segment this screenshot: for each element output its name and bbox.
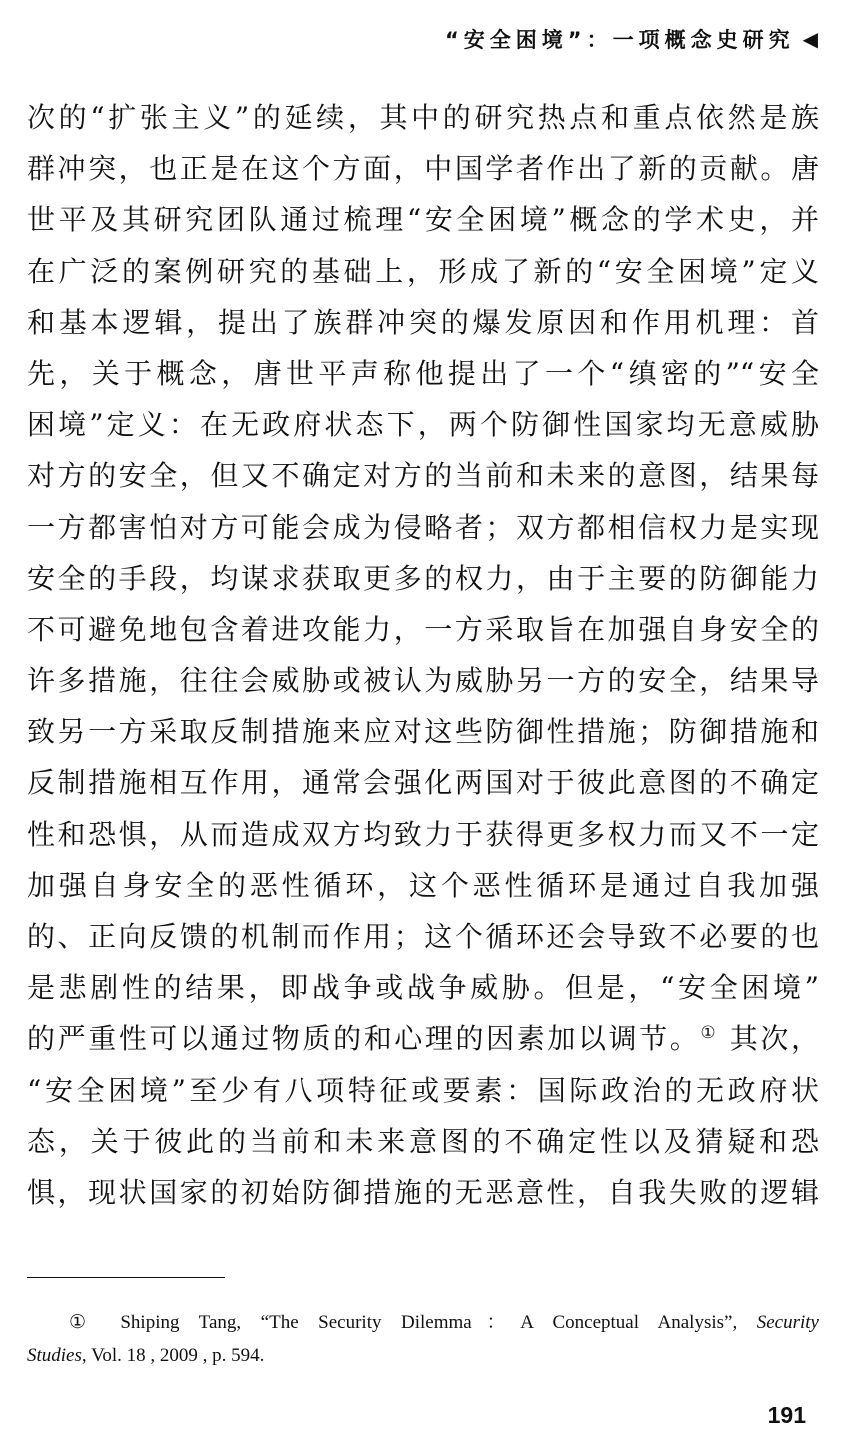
body-line: 群冲突，也正是在这个方面，中国学者作出了新的贡献。唐 [27, 152, 819, 186]
footnote-reference[interactable]: ① [700, 1023, 719, 1044]
body-line: 困境”定义：在无政府状态下，两个防御性国家均无意威胁 [27, 408, 819, 442]
body-line: 态，关于彼此的当前和未来意图的不确定性以及猜疑和恐 [27, 1124, 819, 1158]
footnote-journal: Security [756, 1312, 819, 1333]
body-line: 次的“扩张主义”的延续，其中的研究热点和重点依然是族 [27, 101, 819, 134]
body-text-segment: 的严重性可以通过物质的和心理的因素加以调节。 [27, 1022, 701, 1056]
body-line: 加强自身安全的恶性循环，这个恶性循环是通过自我加强 [27, 868, 819, 902]
running-title: “安全困境”：一项概念史研究 [445, 28, 795, 52]
body-line: 一方都害怕对方可能会成为侵略者；双方都相信权力是实现 [27, 510, 819, 544]
footnote-line: Studies, Vol. 18 , 2009 , p. 594. [27, 1345, 265, 1366]
footnote-author: Shiping Tang [120, 1312, 237, 1333]
body-line: “安全困境”至少有八项特征或要素：国际政治的无政府状 [27, 1073, 819, 1107]
left-triangle-icon: ◀ [802, 27, 818, 51]
body-line: 性和恐惧，从而造成双方均致力于获得更多权力而又不一定 [27, 817, 819, 851]
body-line: 不可避免地包含着进攻能力，一方采取旨在加强自身安全的 [27, 612, 819, 646]
body-line: 许多措施，往往会威胁或被认为威胁另一方的安全，结果导 [27, 664, 819, 698]
body-text [27, 92, 819, 1218]
body-line: 致另一方采取反制措施来应对这些防御性措施；防御措施和 [27, 715, 819, 749]
body-line: 和基本逻辑，提出了族群冲突的爆发原因和作用机理：首 [27, 305, 819, 339]
body-line: 世平及其研究团队通过梳理“安全困境”概念的学术史，并 [27, 203, 819, 237]
body-line: 对方的安全，但又不确定对方的当前和未来的意图，结果每 [27, 459, 819, 493]
footnote-title: “The Security Dilemma：A Conceptual Analysis” [260, 1312, 733, 1333]
footnote-journal-continued: Studies [27, 1345, 82, 1366]
body-line: 是悲剧性的结果，即战争或战争威胁。但是，“安全困境” [27, 971, 819, 1005]
body-line: 惧，现状国家的初始防御措施的无恶意性，自我失败的逻辑 [27, 1175, 819, 1209]
page-number: 191 [767, 1402, 806, 1428]
body-text-segment: 其次， [718, 1022, 819, 1056]
body-line-with-footnote-ref [27, 1013, 819, 1064]
footnote-line: ① Shiping Tang, “The Security Dilemma：A Conceptual Analysis”, Security [69, 1312, 819, 1333]
running-header [445, 24, 818, 54]
body-line: 的、正向反馈的机制而作用；这个循环还会导致不必要的也 [27, 920, 819, 953]
footnote [27, 1306, 819, 1372]
footnote-divider [27, 1277, 225, 1278]
footnote-marker: ① [69, 1312, 101, 1333]
body-line: 在广泛的案例研究的基础上，形成了新的“安全困境”定义 [27, 254, 819, 288]
body-line: 安全的手段，均谋求获取更多的权力，由于主要的防御能力 [27, 561, 819, 595]
body-line: 先，关于概念，唐世平声称他提出了一个“缜密的”“安全 [27, 356, 819, 390]
body-line: 反制措施相互作用，通常会强化两国对于彼此意图的不确定 [27, 766, 819, 800]
footnote-details: Vol. 18 , 2009 , p. 594. [91, 1345, 265, 1366]
